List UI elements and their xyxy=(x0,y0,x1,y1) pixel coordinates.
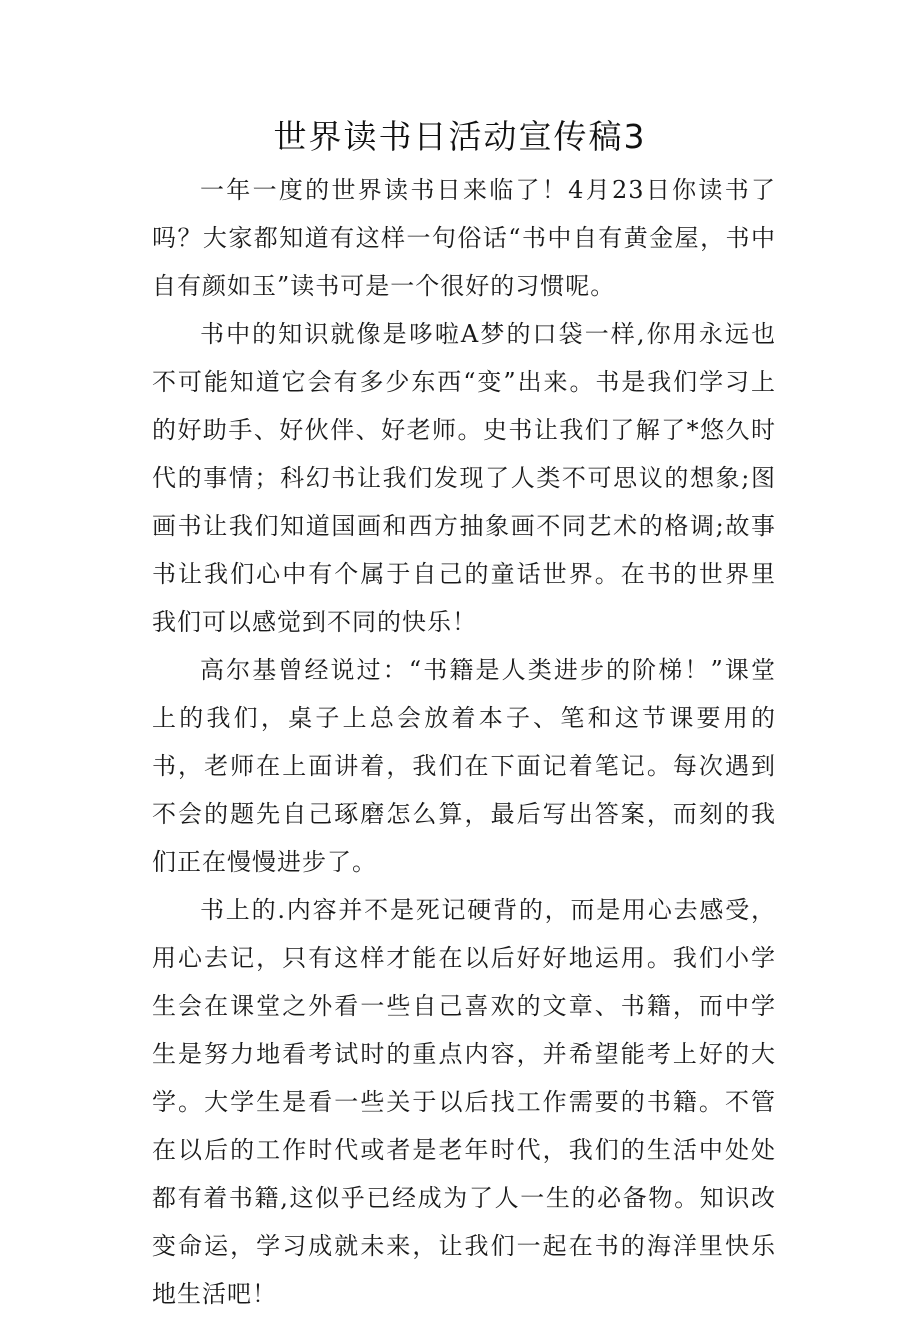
paragraph-1: 一年一度的世界读书日来临了！4月23日你读书了吗？大家都知道有这样一句俗话“书中自有黄金屋，书中自有颜如玉”读书可是一个很好的习惯呢。 xyxy=(152,176,776,300)
paragraph-3: 高尔基曾经说过：“书籍是人类进步的阶梯！”课堂上的我们，桌子上总会放着本子、笔和这节课要用的书，老师在上面讲着，我们在下面记着笔记。每次遇到不会的题先自己琢磨怎么算，最后写出答案，而刻的我们正在慢慢进步了。 xyxy=(152,656,776,876)
document-title: 世界读书日活动宣传稿3 xyxy=(273,117,647,156)
paragraph-2: 书中的知识就像是哆啦A梦的口袋一样,你用永远也不可能知道它会有多少东西“变”出来。书是我们学习上的好助手、好伙伴、好老师。史书让我们了解了*悠久时代的事情；科幻书让我们发现了人类不可思议的想象;图画书让我们知道国画和西方抽象画不同艺术的格调;故事书让我们心中有个属于自己的童话世界。在书的世界里我们可以感觉到不同的快乐！ xyxy=(152,320,776,636)
paragraph-4: 书上的.内容并不是死记硬背的，而是用心去感受，用心去记，只有这样才能在以后好好地运用。我们小学生会在课堂之外看一些自己喜欢的文章、书籍，而中学生是努力地看考试时的重点内容，并希望能考上好的大学。大学生是看一些关于以后找工作需要的书籍。不管在以后的工作时代或者是老年时代，我们的生活中处处都有着书籍,这似乎已经成为了人一生的必备物。知识改变命运，学习成就未来，让我们一起在书的海洋里快乐地生活吧！ xyxy=(152,896,776,1308)
document-body xyxy=(152,166,776,1318)
